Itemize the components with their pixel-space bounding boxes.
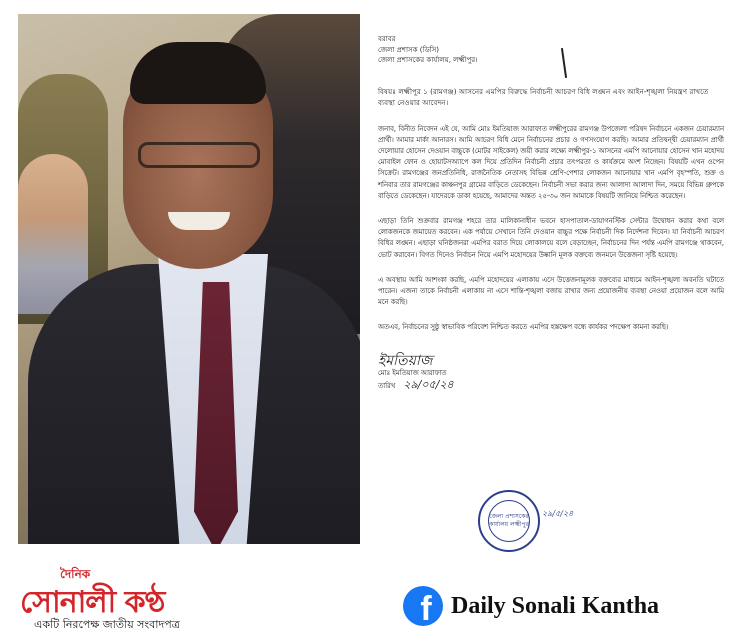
subject-hair — [130, 42, 266, 104]
stamp-date: ২৯/৫/২৪ — [542, 509, 574, 518]
complaint-letter — [366, 14, 738, 544]
letter-paragraph: এছাড়া তিনি শুক্রবার রামগঞ্জ শহরে তার মালিকানাধীন ভবনে হাসপাতাল-ডায়াগনস্টিক সেন্টার উদ্বোধন করার কথা বলে লোকজনকে জমায়েত করবেন। এক পর্যায়ে সেখানে তিনি দেওয়ান বাচ্চুর পক্ষে নির্বাচনী দিক নির্দেশনা দিবেন। যা নির্বাচনী আচরণ বিধির লঙ্ঘন। এছাড়া ঘনিষ্ঠজনরা এমপির বরাত দিয়ে লোকালয়ে বলে বেড়াচ্ছেন, নির্বাচনের দিন পর্যন্ত এমপি রামগঞ্জে থাকবেন, ভোট করাবেন। বিগত দিনেও নির্বাচন নিয়ে এমপি মহোদয়ের উষ্কানি মূলক বক্তব্যে জনমনে উত্তেজনা সৃষ্টি হয়েছে। — [378, 216, 724, 259]
news-photo — [18, 14, 360, 544]
office-stamp — [478, 490, 540, 552]
letter-subject: বিষয়ঃ লক্ষ্মীপুর ১ (রামগঞ্জ) আসনের এমপির বিরুদ্ধে নির্বাচনী আচরণ বিধি লঙ্ঘন এবং আইন-শৃঙ্খলা নিয়ন্ত্রণ রাখতে ব্যবস্থা নেওয়ার আবেদন। — [378, 86, 709, 107]
date-label: তারিখ — [378, 381, 396, 390]
signature: ইমতিয়াজ — [378, 352, 433, 369]
signer-name: মোঃ ইমতিয়াজ আরাফাত — [378, 368, 447, 377]
facebook-page-link[interactable] — [403, 584, 659, 628]
facebook-page-name: Daily Sonali Kantha — [451, 592, 660, 619]
facebook-icon — [403, 586, 443, 626]
address-line: জেলা প্রশাসক (ডিসি) — [378, 45, 439, 54]
letter-paragraph: জনাব, বিনীত নিবেদন এই যে, আমি মোঃ ইমতিয়াজ আরাফাত লক্ষ্মীপুরের রামগঞ্জ উপজেলা পরিষদ নির্বাচনে একজন চেয়ারম্যান প্রার্থী। আমার মার্কা আনারস। আমি আচরণ বিধি মেনে নির্বাচনের প্রচার ও গণসংযোগ করছি। আমার প্রতিদ্বন্দ্বী চেয়ারম্যান প্রার্থী দেলোয়ার হোসেন দেওয়ান বাচ্চুকে (মোটর সাইকেল) জয়ী করার লক্ষ্যে লক্ষ্মীপুর-১ আসনের এমপি আনোয়ার হোসেন খান মহোদয় মোবাইল ফোন ও হোয়াটসঅ্যাপে কল দিয়ে প্রতিদিন নির্বাচনী প্রচার তৎপরতা ও কার্যক্রমে অংশ নিচ্ছেন। বিষয়টি এখন ওপেন সিক্রেট। রামগঞ্জের জনপ্রতিনিধি, রাজনৈতিক নেতাসহ বিভিন্ন শ্রেণি-পেশার লোকজন আনোয়ার খান এমপি বৃহস্পতি, শুক্র ও শনিবার তার রামগঞ্জের কাঞ্চনপুর গ্রামের বাড়িতে ডেকেছেন। নির্বাচনী সভা করার জন্য আলাদা আলাদা দিন, সময়ে বিভিন্ন গ্রুপকে বাড়িতে ডেকেছেন। যাদেরকে ডাকা হয়েছে, আমাদের অন্তত ২৫-৩০ জন আমাকে বিষয়টি জানিয়ে নিশ্চিত করেছেন। — [378, 124, 724, 200]
stamp-text: জেলা প্রশাসকের কার্যালয় লক্ষ্মীপুর — [489, 513, 529, 528]
letter-paragraph: এ অবস্থায় আমি আশংকা করছি, এমপি মহোদয়ের এলাকায় এসে উত্তেজনামূলক বক্তব্যের মাধ্যমে আইন-শৃঙ্খলা অবনতি ঘটাতে পারেন। এজন্য তাকে নির্বাচনী এলাকায় না এসে শান্তি-শৃঙ্খলা বজায় রাখার জন্য প্রয়োজনীয় ব্যবস্থা নেওয়া প্রয়োজন বলে আমি মনে করছি। — [378, 275, 724, 307]
letter-paragraph: অতএব, নির্বাচনের সুষ্ঠু স্বাভাবিক পরিবেশ নিশ্চিত করতে এমপির হস্তক্ষেপ বন্ধে কার্যকর পদক্ষেপ কামনা করছি। — [378, 323, 669, 332]
address-line: জেলা প্রশাসকের কার্যালয়, লক্ষ্মীপুর। — [378, 56, 478, 64]
subject-glasses — [138, 142, 260, 168]
subject-smile — [168, 212, 230, 230]
logo-tagline: একটি নিরপেক্ষ জাতীয় সংবাদপত্র — [34, 618, 180, 631]
letter-address — [378, 34, 724, 66]
facebook-glyph: f — [420, 590, 432, 626]
date-value: ২৯/০৫/২৪ — [403, 377, 454, 391]
logo-main-text: সোনালী কণ্ঠ — [20, 585, 165, 620]
logo-small-text: দৈনিক — [60, 567, 91, 581]
date-line — [378, 377, 724, 391]
signature-block — [378, 352, 724, 391]
address-line: বরাবর — [378, 35, 396, 43]
newspaper-logo — [20, 566, 230, 636]
